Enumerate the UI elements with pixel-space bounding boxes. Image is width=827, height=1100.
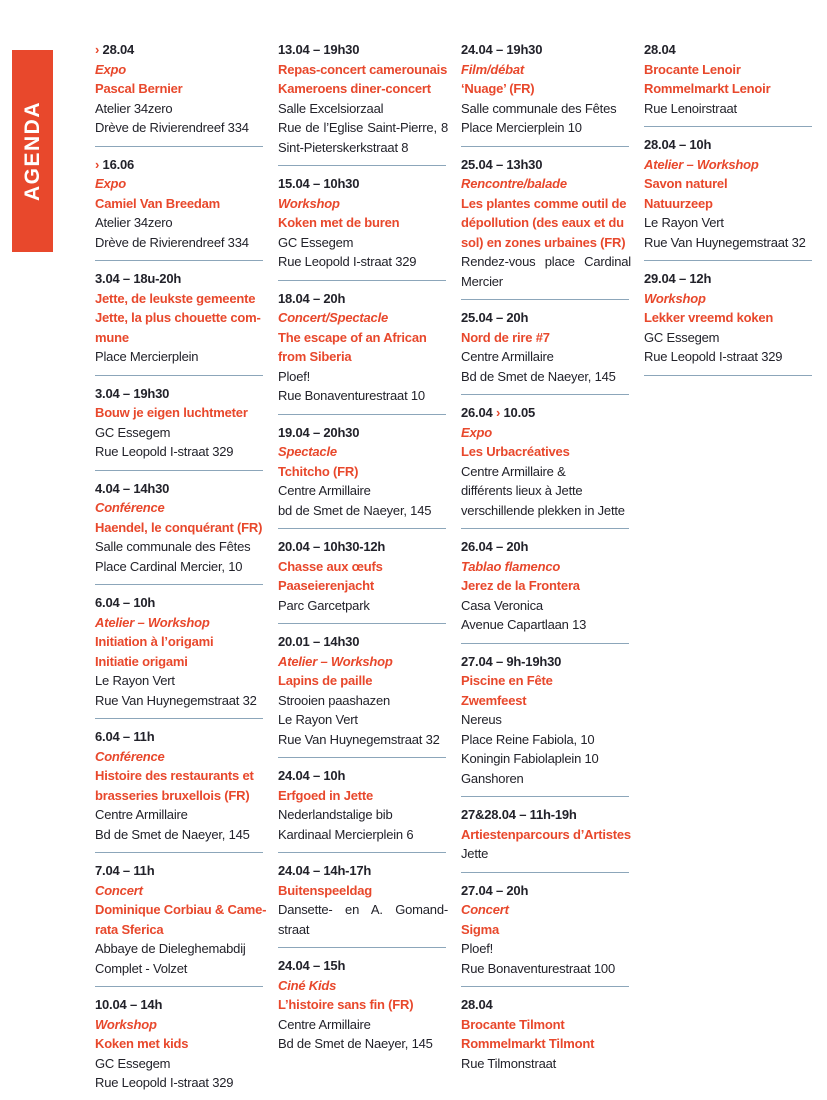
entry-date: 24.04 – 19h30 — [461, 42, 543, 57]
entry-category: Workshop — [278, 195, 340, 211]
entry-title: Dominique Corbiau & Came- — [95, 902, 267, 917]
entry-detail: Rendez-vous place Cardinal — [461, 254, 631, 269]
entry-category: Spectacle — [278, 444, 337, 459]
agenda-entry — [278, 289, 448, 406]
entry-detail: Mercier — [461, 273, 503, 289]
entry-detail: verschillende plekken in Jette — [461, 502, 625, 518]
entry-divider — [278, 757, 446, 758]
entry-detail: Bd de Smet de Naeyer, 145 — [461, 368, 616, 384]
entry-detail: Rue Van Huynegemstraat 32 — [95, 692, 257, 708]
entry-title: Savon naturel — [644, 176, 728, 191]
agenda-entry — [95, 479, 265, 577]
entry-title: Brocante Tilmont — [461, 1016, 565, 1032]
entry-title: Rommelmarkt Lenoir — [644, 81, 771, 96]
agenda-tab-label: AGENDA — [20, 100, 44, 201]
entry-title: Rommelmarkt Tilmont — [461, 1036, 595, 1051]
agenda-entry — [461, 537, 631, 635]
agenda-entry — [461, 652, 631, 789]
entry-date: 4.04 – 14h30 — [95, 480, 170, 496]
entry-detail: Rue Tilmonstraat — [461, 1055, 557, 1071]
entry-category: Concert — [95, 882, 143, 898]
entry-category: Rencontre/balade — [461, 176, 567, 191]
entry-category: Atelier – Workshop — [644, 156, 759, 172]
entry-date: 24.04 – 14h-17h — [278, 863, 372, 878]
entry-date: 28.04 — [644, 42, 676, 57]
entry-divider — [644, 126, 812, 127]
entry-title: Initiation à l’origami — [95, 634, 214, 649]
entry-title: sol) en zones urbaines (FR) — [461, 234, 626, 250]
arrow-icon: › — [95, 156, 100, 172]
entry-category: Ciné Kids — [278, 977, 337, 993]
entry-date: 29.04 – 12h — [644, 271, 712, 286]
entry-divider — [278, 623, 446, 624]
arrow-icon: › — [495, 405, 501, 420]
entry-detail: Rue Van Huynegemstraat 32 — [644, 234, 806, 250]
entry-divider — [278, 165, 446, 166]
entry-detail: Jette — [461, 846, 489, 861]
entry-category: Atelier – Workshop — [278, 653, 393, 669]
entry-date: 3.04 – 18u-20h — [95, 271, 182, 286]
entry-detail: Ploef! — [278, 368, 311, 384]
entry-detail: Rue Lenoirstraat — [644, 100, 737, 116]
entry-title: Jette, de leukste gemeente — [95, 290, 256, 306]
agenda-entry — [278, 861, 448, 939]
entry-detail: GC Essegem — [644, 329, 720, 345]
entry-title: Nord de rire #7 — [461, 329, 550, 345]
entry-title: rata Sferica — [95, 921, 164, 937]
entry-title: Buitenspeeldag — [278, 882, 372, 898]
agenda-entry — [644, 135, 814, 252]
entry-divider — [461, 528, 629, 529]
entry-detail: Nereus — [461, 712, 502, 727]
entry-divider — [644, 260, 812, 261]
entry-divider — [95, 470, 263, 471]
entry-title: Brocante Lenoir — [644, 61, 741, 77]
agenda-entry — [95, 155, 265, 253]
entry-category: Expo — [95, 176, 126, 191]
entry-date: 6.04 – 10h — [95, 595, 156, 610]
agenda-entry — [95, 593, 265, 710]
entry-detail: Le Rayon Vert — [278, 712, 358, 727]
entry-category: Atelier – Workshop — [95, 614, 210, 630]
entry-detail: Centre Armillaire — [95, 807, 188, 822]
agenda-entry — [461, 805, 631, 864]
event-columns — [95, 40, 817, 1093]
entry-date: 20.01 – 14h30 — [278, 634, 360, 649]
entry-title: The escape of an African — [278, 329, 427, 345]
entry-divider — [95, 852, 263, 853]
agenda-entry — [461, 403, 631, 520]
agenda-entry — [278, 537, 448, 615]
agenda-entry — [461, 40, 631, 138]
entry-date: 26.04 › 10.05 — [461, 405, 536, 420]
entry-detail: Ganshoren — [461, 770, 524, 786]
entry-divider — [461, 796, 629, 797]
entry-title: Kameroens diner-concert — [278, 81, 431, 96]
entry-detail: Rue Leopold I-straat 329 — [95, 444, 234, 459]
entry-detail: GC Essegem — [95, 1055, 171, 1071]
entry-category: Expo — [95, 61, 126, 77]
entry-detail: Place Cardinal Mercier, 10 — [95, 558, 243, 574]
entry-divider — [461, 394, 629, 395]
entry-detail: Drève de Rivierendreef 334 — [95, 120, 249, 135]
entry-divider — [278, 852, 446, 853]
entry-detail: GC Essegem — [95, 424, 171, 440]
entry-divider — [278, 528, 446, 529]
agenda-entry — [278, 632, 448, 749]
entry-title: brasseries bruxellois (FR) — [95, 787, 250, 803]
agenda-entry — [95, 269, 265, 367]
entry-title: Natuurzeep — [644, 195, 713, 211]
agenda-column-4 — [644, 40, 814, 1093]
entry-title: Koken met de buren — [278, 215, 400, 230]
entry-title: Jerez de la Frontera — [461, 578, 580, 593]
entry-divider — [644, 375, 812, 376]
agenda-column-3 — [461, 40, 631, 1093]
entry-category: Film/débat — [461, 61, 525, 77]
entry-title: Paaseierenjacht — [278, 578, 375, 593]
entry-detail: Strooien paashazen — [278, 692, 391, 708]
entry-date: 18.04 – 20h — [278, 290, 346, 306]
entry-title: Erfgoed in Jette — [278, 787, 374, 803]
entry-detail: straat — [278, 921, 310, 937]
entry-title: Lapins de paille — [278, 673, 373, 688]
entry-detail: Place Reine Fabiola, 10 — [461, 731, 595, 747]
entry-category: Concert — [461, 902, 509, 917]
entry-title: Les plantes comme outil de — [461, 195, 627, 211]
entry-title: mune — [95, 329, 129, 345]
entry-title: Zwemfeest — [461, 692, 527, 708]
entry-category: Tablao flamenco — [461, 558, 561, 574]
entry-title: dépollution (des eaux et du — [461, 215, 624, 230]
entry-date: 25.04 – 20h — [461, 310, 529, 325]
entry-category: Workshop — [95, 1016, 157, 1032]
entry-title: Repas-concert camerounais — [278, 61, 448, 77]
entry-title: L’histoire sans fin (FR) — [278, 997, 414, 1012]
agenda-entry — [95, 995, 265, 1093]
entry-date: 15.04 – 10h30 — [278, 176, 360, 191]
entry-title: Pascal Bernier — [95, 81, 183, 96]
entry-category: Concert/Spectacle — [278, 310, 389, 325]
entry-divider — [278, 947, 446, 948]
entry-title: Sigma — [461, 921, 500, 937]
entry-date: 13.04 – 19h30 — [278, 42, 360, 57]
entry-date: 24.04 – 10h — [278, 768, 346, 783]
entry-detail: Centre Armillaire — [278, 483, 371, 498]
agenda-entry — [644, 40, 814, 118]
entry-title: Chasse aux œufs — [278, 558, 383, 574]
agenda-entry — [278, 174, 448, 272]
entry-date: 28.04 — [461, 997, 493, 1012]
entry-date: 28.04 – 10h — [644, 137, 712, 152]
entry-detail: Rue de l’Eglise Saint-Pierre, 8 — [278, 120, 448, 135]
entry-detail: Dansette- en A. Gomand- — [278, 902, 448, 917]
entry-date: 24.04 – 15h — [278, 958, 346, 973]
entry-detail: Centre Armillaire — [278, 1016, 371, 1032]
entry-detail: Le Rayon Vert — [95, 673, 175, 688]
entry-title: Bouw je eigen luchtmeter — [95, 405, 248, 420]
entry-divider — [461, 986, 629, 987]
agenda-entry — [95, 384, 265, 462]
entry-detail: GC Essegem — [278, 234, 354, 250]
entry-detail: Casa Veronica — [461, 597, 543, 613]
entry-divider — [95, 260, 263, 261]
entry-date: 20.04 – 10h30-12h — [278, 539, 386, 554]
entry-detail: Rue Van Huynegemstraat 32 — [278, 731, 440, 747]
entry-detail: Abbaye de Dieleghemabdij — [95, 941, 246, 956]
agenda-entry — [461, 155, 631, 292]
agenda-entry — [461, 308, 631, 386]
entry-detail: Drève de Rivierendreef 334 — [95, 234, 249, 250]
entry-detail: Rue Leopold I-straat 329 — [95, 1075, 234, 1090]
entry-detail: Rue Leopold I-straat 329 — [644, 349, 783, 364]
entry-title: Koken met kids — [95, 1036, 189, 1051]
arrow-icon: › — [95, 42, 100, 57]
entry-detail: Centre Armillaire & — [461, 463, 566, 479]
entry-detail: Salle communale des Fêtes — [95, 539, 251, 554]
entry-detail: Koningin Fabiolaplein 10 — [461, 751, 599, 766]
entry-date: 27.04 – 9h-19h30 — [461, 653, 562, 669]
entry-detail: Rue Leopold I-straat 329 — [278, 254, 417, 269]
entry-detail: Centre Armillaire — [461, 349, 554, 364]
entry-divider — [95, 718, 263, 719]
entry-date: › 28.04 — [95, 42, 135, 57]
entry-date: 10.04 – 14h — [95, 997, 163, 1012]
entry-title: Piscine en Fête — [461, 673, 553, 688]
entry-divider — [461, 872, 629, 873]
entry-date: 7.04 – 11h — [95, 863, 155, 878]
agenda-entry — [95, 727, 265, 844]
entry-divider — [461, 146, 629, 147]
agenda-entry — [95, 40, 265, 138]
agenda-entry — [95, 861, 265, 978]
entry-category: Expo — [461, 424, 492, 440]
entry-title: Les Urbacréatives — [461, 444, 570, 459]
entry-date: 19.04 – 20h30 — [278, 424, 360, 440]
entry-date: 3.04 – 19h30 — [95, 385, 170, 401]
entry-detail: Atelier 34zero — [95, 215, 173, 230]
entry-detail: Bd de Smet de Naeyer, 145 — [278, 1036, 433, 1051]
entry-divider — [278, 414, 446, 415]
entry-divider — [95, 584, 263, 585]
entry-detail: Kardinaal Mercierplein 6 — [278, 826, 414, 842]
entry-detail: Avenue Capartlaan 13 — [461, 617, 587, 632]
entry-title: Lekker vreemd koken — [644, 310, 774, 325]
entry-title: Haendel, le conquérant (FR) — [95, 519, 263, 535]
entry-title: Artiestenparcours d’Artistes — [461, 826, 631, 842]
entry-detail: Place Mercierplein 10 — [461, 120, 582, 135]
entry-detail: Complet - Volzet — [95, 960, 188, 976]
entry-detail: Le Rayon Vert — [644, 215, 724, 230]
agenda-column-2 — [278, 40, 448, 1093]
entry-divider — [461, 299, 629, 300]
entry-title: Tchitcho (FR) — [278, 463, 359, 479]
entry-detail: différents lieux à Jette — [461, 483, 583, 498]
entry-title: Camiel Van Breedam — [95, 195, 221, 211]
entry-date: › 16.06 — [95, 156, 135, 172]
entry-category: Conférence — [95, 500, 165, 515]
entry-category: Conférence — [95, 748, 165, 764]
agenda-entry — [278, 423, 448, 521]
agenda-entry — [461, 881, 631, 979]
entry-detail: Salle communale des Fêtes — [461, 100, 617, 116]
entry-divider — [278, 280, 446, 281]
entry-divider — [95, 375, 263, 376]
agenda-entry — [278, 40, 448, 157]
entry-detail: Nederlandstalige bib — [278, 807, 393, 822]
entry-detail: Salle Excelsiorzaal — [278, 100, 384, 116]
agenda-tab — [12, 50, 53, 252]
entry-detail: Parc Garcetpark — [278, 597, 370, 613]
agenda-entry — [278, 766, 448, 844]
entry-title: from Siberia — [278, 349, 352, 364]
entry-divider — [95, 146, 263, 147]
entry-date: 26.04 – 20h — [461, 539, 529, 554]
entry-detail: Bd de Smet de Naeyer, 145 — [95, 826, 250, 842]
entry-date: 6.04 – 11h — [95, 729, 155, 744]
entry-category: Workshop — [644, 290, 706, 306]
entry-title: Initiatie origami — [95, 653, 188, 669]
entry-detail: Atelier 34zero — [95, 100, 173, 116]
agenda-column-1 — [95, 40, 265, 1093]
entry-divider — [461, 643, 629, 644]
entry-title: ‘Nuage’ (FR) — [461, 81, 535, 96]
entry-detail: Rue Bonaventurestraat 10 — [278, 388, 425, 403]
entry-divider — [95, 986, 263, 987]
entry-detail: Sint-Pieterskerkstraat 8 — [278, 139, 409, 155]
entry-detail: Rue Bonaventurestraat 100 — [461, 960, 615, 976]
agenda-entry — [278, 956, 448, 1054]
entry-detail: Place Mercierplein — [95, 349, 199, 364]
agenda-entry — [644, 269, 814, 367]
entry-title: Histoire des restaurants et — [95, 768, 254, 783]
entry-detail: bd de Smet de Naeyer, 145 — [278, 502, 432, 518]
entry-date: 25.04 – 13h30 — [461, 156, 543, 172]
entry-date: 27.04 – 20h — [461, 882, 529, 898]
entry-date: 27&28.04 – 11h-19h — [461, 807, 577, 822]
entry-detail: Ploef! — [461, 941, 494, 956]
entry-title: Jette, la plus chouette com- — [95, 310, 261, 325]
agenda-entry — [461, 995, 631, 1073]
